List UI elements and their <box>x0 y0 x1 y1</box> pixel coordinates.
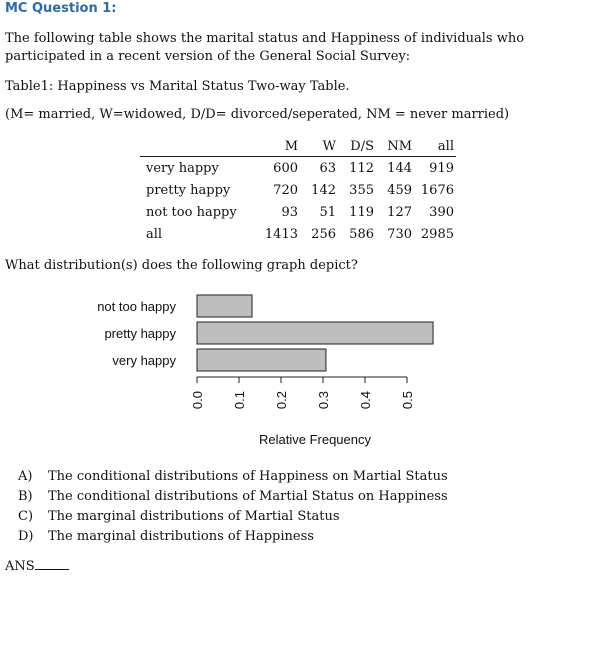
abbreviation-legend: (M= married, W=widowed, D/D= divorced/seperated, NM = never married) <box>5 107 510 122</box>
table-row <box>140 201 456 223</box>
table-row-label: very happy <box>146 160 219 176</box>
option-b[interactable] <box>18 487 448 507</box>
option-d[interactable] <box>18 527 448 547</box>
table-cell: 63 <box>319 160 336 176</box>
question-title: MC Question 1: <box>5 1 117 16</box>
answer-options <box>18 467 448 547</box>
table-cell: 119 <box>349 204 374 220</box>
table-cell: 1676 <box>420 182 454 198</box>
table-row-label: not too happy <box>146 204 237 220</box>
table-header-cell: NM <box>374 136 412 157</box>
category-label: pretty happy <box>104 326 176 341</box>
table-cell: 600 <box>273 160 298 176</box>
table-cell: 112 <box>349 160 374 176</box>
option-letter: A) <box>18 469 33 484</box>
relative-frequency-bar-chart <box>0 285 603 455</box>
table-cell: 2985 <box>420 226 454 242</box>
table-row-label: all <box>146 226 163 242</box>
table-header-cell: W <box>298 136 336 157</box>
x-tick-label: 0.1 <box>232 391 247 410</box>
table-header-row <box>140 136 456 157</box>
answer-blank[interactable] <box>35 556 69 570</box>
table-cell: 919 <box>429 160 454 176</box>
table-row <box>140 157 456 180</box>
table-header-cell: M <box>250 136 298 157</box>
option-text: The marginal distributions of Happiness <box>48 529 314 544</box>
table-cell: 586 <box>349 226 374 242</box>
table-header-cell: D/S <box>336 136 374 157</box>
x-tick-label: 0.0 <box>190 391 205 410</box>
table-caption: Table1: Happiness vs Marital Status Two-way Table. <box>5 79 350 94</box>
intro-text: The following table shows the marital status and Happiness of individuals who participated in a recent version of the General Social Survey: <box>5 31 525 64</box>
option-text: The conditional distributions of Happiness on Martial Status <box>48 469 448 484</box>
table-cell: 93 <box>281 204 298 220</box>
x-axis-label: Relative Frequency <box>259 432 371 447</box>
bar-very-happy <box>197 349 326 371</box>
table-cell: 355 <box>349 182 374 198</box>
answer-line[interactable] <box>5 556 69 574</box>
table-cell: 720 <box>273 182 298 198</box>
x-tick-label: 0.2 <box>274 391 289 410</box>
x-tick-label: 0.4 <box>358 391 373 410</box>
table-cell: 144 <box>387 160 412 176</box>
table-row-label: pretty happy <box>146 182 231 198</box>
category-label: very happy <box>112 353 176 368</box>
option-letter: C) <box>18 509 34 524</box>
table-cell: 256 <box>311 226 336 242</box>
table-cell: 51 <box>319 204 336 220</box>
category-label: not too happy <box>97 299 176 314</box>
answer-label: ANS <box>5 559 35 574</box>
table-header-cell <box>140 136 250 157</box>
x-tick-label: 0.5 <box>400 391 415 410</box>
option-letter: B) <box>18 489 33 504</box>
bar-not-too-happy <box>197 295 252 317</box>
table-row <box>140 223 456 245</box>
option-c[interactable] <box>18 507 448 527</box>
x-tick-label: 0.3 <box>316 391 331 410</box>
table-cell: 459 <box>387 182 412 198</box>
table-cell: 142 <box>311 182 336 198</box>
table-row <box>140 179 456 201</box>
table-cell: 127 <box>387 204 412 220</box>
question-prompt: What distribution(s) does the following graph depict? <box>5 258 358 273</box>
option-text: The marginal distributions of Martial Status <box>48 509 340 524</box>
option-text: The conditional distributions of Martial Status on Happiness <box>48 489 448 504</box>
table-cell: 390 <box>429 204 454 220</box>
bar-pretty-happy <box>197 322 433 344</box>
table-header-cell: all <box>412 136 456 157</box>
option-a[interactable] <box>18 467 448 487</box>
option-letter: D) <box>18 529 34 544</box>
table-cell: 730 <box>387 226 412 242</box>
table-cell: 1413 <box>264 226 298 242</box>
happiness-marital-table <box>140 136 456 245</box>
